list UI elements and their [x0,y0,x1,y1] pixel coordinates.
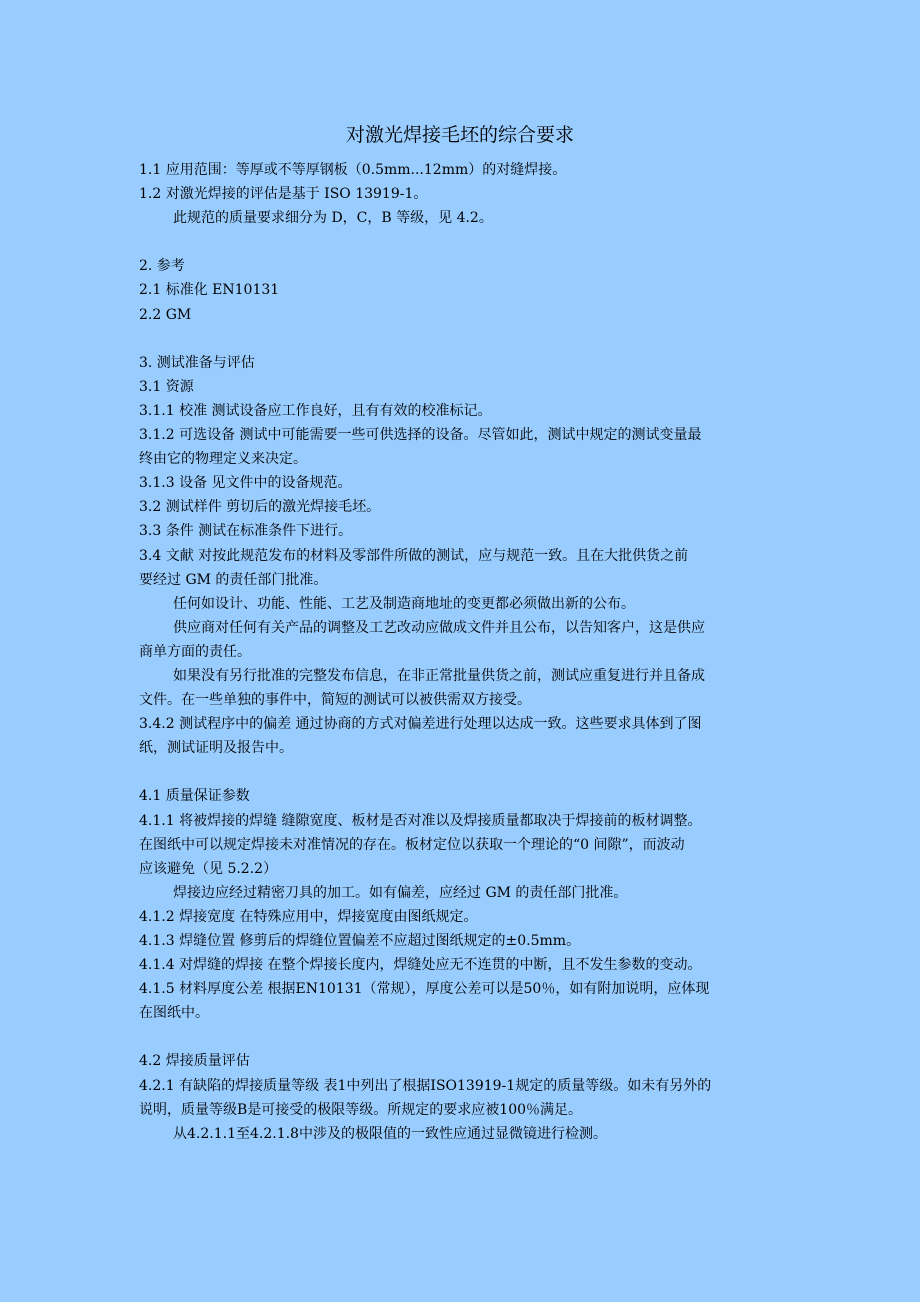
blank-line [139,1025,791,1049]
text-line-supplier-cont: 商单方面的责任。 [139,643,251,660]
text-line-edge: 焊接边应经过精密刀具的加工。如有偏差，应经过 GM 的责任部门批准。 [173,884,628,901]
text-line-3-1-1: 3.1.1 校准 测试设备应工作良好，且有有效的校准标记。 [139,402,492,419]
text-line-2-1: 2.1 标准化 EN10131 [139,282,280,299]
text-line-approval-cont: 文件。在一些单独的事件中，简短的测试可以被供需双方接受。 [139,692,531,709]
text-line-3-1-2: 3.1.2 可选设备 测试中可能需要一些可供选择的设备。尽管如此，测试中规定的测试变量最 [139,427,702,444]
text-line-supplier: 供应商对任何有关产品的调整及工艺改动应做成文件并且公布，以告知客户，这是供应 [173,619,705,636]
text-line-4-1-2: 4.1.2 焊接宽度 在特殊应用中，焊接宽度由图纸规定。 [139,908,478,925]
blank-line [139,230,791,254]
text-line-3-2: 3.2 测试样件 剪切后的激光焊接毛坯。 [139,499,381,516]
text-line-microscope: 从4.2.1.1至4.2.1.8中涉及的极限值的一致性应通过显微镜进行检测。 [173,1125,607,1142]
text-line-4-1-4: 4.1.4 对焊缝的焊接 在整个焊接长度内，焊缝处应无不连贯的中断，且不发生参数的变动。 [139,957,702,974]
text-line-3-4-2: 3.4.2 测试程序中的偏差 通过协商的方式对偏差进行处理以达成一致。这些要求具体到了图 [139,716,702,733]
text-line-3-4-cont: 要经过 GM 的责任部门批准。 [139,571,328,588]
text-line-2-2: 2.2 GM [139,306,192,323]
text-line-approval: 如果没有另行批准的完整发布信息，在非正常批量供货之前，测试应重复进行并且备成 [173,667,705,684]
text-line-quality-grades: 此规范的质量要求细分为 D，C，B 等级，见 4.2。 [173,210,493,227]
section-heading-2: 2. 参考 [139,258,185,275]
text-line-4-1-5: 4.1.5 材料厚度公差 根据EN10131（常规），厚度公差可以是50％，如有附加说明，应体现 [139,981,710,998]
section-heading-4-1: 4.1 质量保证参数 [139,788,250,805]
section-heading-4-2: 4.2 焊接质量评估 [139,1053,250,1070]
text-line-4-1-1: 4.1.1 将被焊接的焊缝 缝隙宽度、板材是否对准以及焊接质量都取决于焊接前的板材调整。 [139,812,702,829]
blank-line [139,760,791,784]
text-line-1-1: 1.1 应用范围：等厚或不等厚钢板（0.5mm...12mm）的对缝焊接。 [139,162,567,178]
text-line-4-1-5-cont: 在图纸中。 [139,1005,209,1022]
text-line-4-2-1: 4.2.1 有缺陷的焊接质量等级 表1中列出了根据ISO13919-1规定的质量等级。如未有另外的 [139,1077,712,1094]
document-title: 对激光焊接毛坯的综合要求 [345,124,574,146]
text-line-3-1-2-cont: 终由它的物理定义来决定。 [139,451,307,468]
text-line-1-2: 1.2 对激光焊接的评估是基于 ISO 13919-1。 [139,186,428,203]
text-line-3-1: 3.1 资源 [139,378,194,395]
section-heading-3: 3. 测试准备与评估 [139,354,255,371]
document-body [139,158,791,1146]
text-line-3-4: 3.4 文献 对按此规范发布的材料及零部件所做的测试，应与规范一致。且在大批供货之前 [139,547,689,564]
text-line-3-1-3: 3.1.3 设备 见文件中的设备规范。 [139,475,352,492]
blank-line [139,327,791,351]
text-line-4-1-3: 4.1.3 焊缝位置 修剪后的焊缝位置偏差不应超过图纸规定的±0.5mm。 [139,933,581,949]
text-line-4-1-1-cont2: 应该避免（见 5.2.2） [139,860,278,877]
text-line-changes: 任何如设计、功能、性能、工艺及制造商地址的变更都必须做出新的公布。 [173,595,635,612]
text-line-4-2-1-cont: 说明，质量等级B是可接受的极限等级。所规定的要求应被100％满足。 [139,1101,583,1118]
text-line-3-4-2-cont: 纸，测试证明及报告中。 [139,740,293,757]
text-line-3-3: 3.3 条件 测试在标准条件下进行。 [139,523,353,540]
text-line-4-1-1-cont: 在图纸中可以规定焊接未对准情况的存在。板材定位以获取一个理论的“0 间隙”，而波动 [139,836,685,853]
